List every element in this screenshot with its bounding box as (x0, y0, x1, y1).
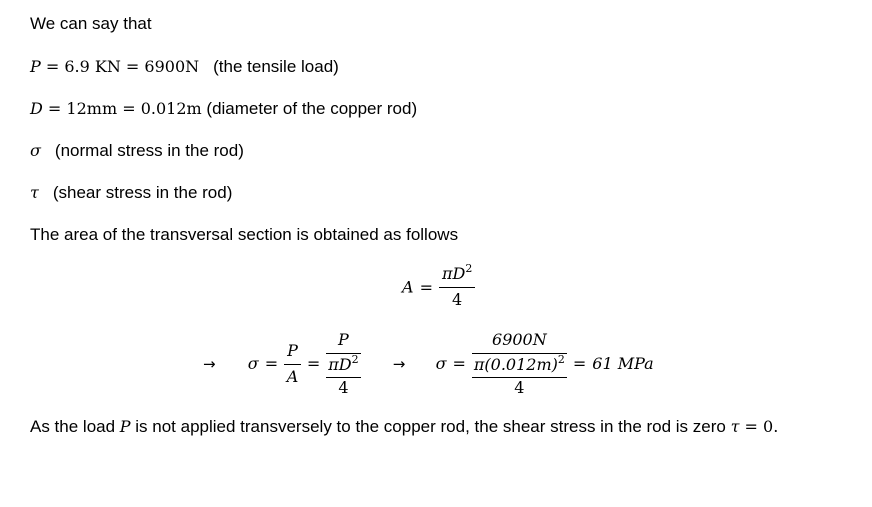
diameter-value-mm: 12mm (66, 99, 118, 118)
fraction-numeric-den-den: 4 (514, 378, 525, 397)
fraction-p-over-area-den-den: 4 (338, 378, 349, 397)
conclusion-tau-symbol: τ (730, 417, 740, 436)
load-note: (the tensile load) (213, 57, 339, 76)
fraction-numeric-den-exp: 2 (557, 353, 565, 366)
sigma-lhs: σ (247, 354, 259, 373)
sigma-symbol: σ (30, 141, 41, 160)
fraction-numeric-den-num: π(0.012m) (473, 355, 558, 374)
diameter-definition: D = 12mm = 0.012m (diameter of the copper rod) (30, 99, 418, 118)
tau-note: (shear stress in the rod) (52, 183, 233, 202)
diameter-value-m: 0.012m (140, 99, 202, 118)
conclusion-part1: As the load (30, 417, 120, 436)
area-exponent: 2 (465, 262, 473, 275)
fraction-p-over-a-numerator: P (284, 341, 301, 365)
conclusion-load-symbol: P (119, 417, 131, 436)
area-fraction (439, 264, 475, 310)
conclusion-text (30, 416, 778, 438)
stress-equation: → σ = $\frac{P}{A}$ = $\frac{P}{\frac{\pi D^2}{4}}$ → σ = $\frac{6900N}{\frac{\pi(0.012m)^2}{4}}$ = 61 MPa (203, 330, 654, 397)
tau-definition (30, 182, 232, 204)
load-definition: P = 6.9 KN = 6900N (the tensile load) (30, 57, 339, 76)
fraction-numeric (472, 330, 567, 397)
tau-symbol: τ (30, 183, 39, 202)
load-value-kn: 6.9 KN (64, 57, 121, 76)
sigma-lhs-2: σ (435, 354, 447, 373)
diameter-note: (diameter of the copper rod) (206, 99, 418, 118)
load-symbol: P (30, 57, 41, 76)
fraction-p-over-area-den-exp: 2 (351, 353, 359, 366)
fraction-p-over-a-denominator: A (286, 366, 299, 386)
fraction-p-over-area-den-num: πD (328, 355, 352, 374)
diameter-symbol: D (30, 99, 43, 118)
fraction-p-over-a (284, 341, 301, 387)
area-denominator: 4 (452, 290, 463, 309)
area-symbol: A (402, 277, 414, 297)
fraction-p-over-area (326, 330, 360, 397)
sigma-definition (30, 140, 244, 162)
conclusion-part2: is not applied transversely to the copper rod, the shear stress in the rod is zero (130, 417, 731, 436)
stress-result: 61 MPa (592, 354, 654, 373)
fraction-numeric-numerator: 6900N (472, 330, 567, 354)
conclusion-equals-zero: = 0. (739, 417, 779, 436)
area-equation: A = $\frac{\pi D^2}{4}$ (402, 264, 475, 310)
sigma-note: (normal stress in the rod) (54, 141, 244, 160)
arrow-icon-2: → (392, 354, 406, 373)
arrow-icon: → (203, 354, 216, 373)
area-intro-text: The area of the transversal section is obtained as follows (30, 225, 459, 244)
area-numerator: πD (441, 264, 466, 283)
intro-text: We can say that (30, 14, 152, 33)
load-value-n: 6900N (144, 57, 200, 76)
fraction-p-over-area-numerator: P (326, 330, 360, 354)
